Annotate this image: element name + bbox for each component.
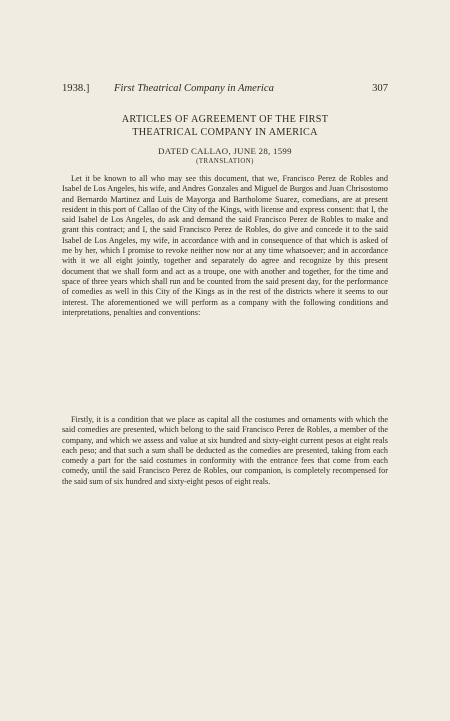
- article-title-line-1: ARTICLES OF AGREEMENT OF THE FIRST: [121, 114, 329, 125]
- article-title: [40, 113, 410, 139]
- article-title-line-2: THEATRICAL COMPANY IN AMERICA: [132, 127, 318, 138]
- translation-note: (TRANSLATION): [196, 158, 254, 165]
- running-head-year: 1938.]: [62, 83, 90, 94]
- dated-line: DATED CALLAO, JUNE 28, 1599: [158, 146, 292, 156]
- body-paragraph-1: Let it be known to all who may see this document, that we, Francisco Perez de Robles and Isabel de Los Angeles, his wife, and Andres Gonzales and Miguel de Burgos and Juan Chrisostomo and Bernardo Martinez and Luis de Mayorga and Bartholome Suarez, comedians, are at present resident in this port of Callao of the City of the Kings, with license and express consent: that I, the said Isabel de Los Angeles, do ask and demand the said Francisco Perez de Robles to make and grant this contract; and I, the said Francisco Perez de Robles, do give and concede it to the said Isabel de Los Angeles, my wife, in accordance with and in consequence of that which is asked of me by her, which I promise to revoke neither now nor at any time whatsoever; and in accordance with it we all eight jointly, together and separately do agree and recognize by this present document that we shall form and act as a troupe, one with another and together, for the time and space of three years which shall run and be counted from the said present day, for the performance of comedies as well in this City of the Kings as in the rest of the districts where it seems to our interest. The aforementioned we will perform as a company with the following conditions and interpretations, penalties and conventions:: [62, 174, 388, 317]
- running-head-title: First Theatrical Company in America: [114, 83, 274, 94]
- page-number: 307: [372, 83, 388, 94]
- running-head: [62, 83, 388, 99]
- body-paragraph-2: Firstly, it is a condition that we place as capital all the costumes and ornaments with which the said comedies are presented, which belong to the said Francisco Perez de Robles, a member of the company, and which we assess and value at six hundred and sixty-eight current pesos at eight reals each peso; and that such a sum shall be deducted as the comedies are presented, taking from each comedy a part for the said costumes in conformity with the entrance fees that come from each comedy, until the said Francisco Perez de Robles, our companion, is completely recompensed for the said sum of six hundred and sixty-eight pesos of eight reals.: [62, 415, 388, 486]
